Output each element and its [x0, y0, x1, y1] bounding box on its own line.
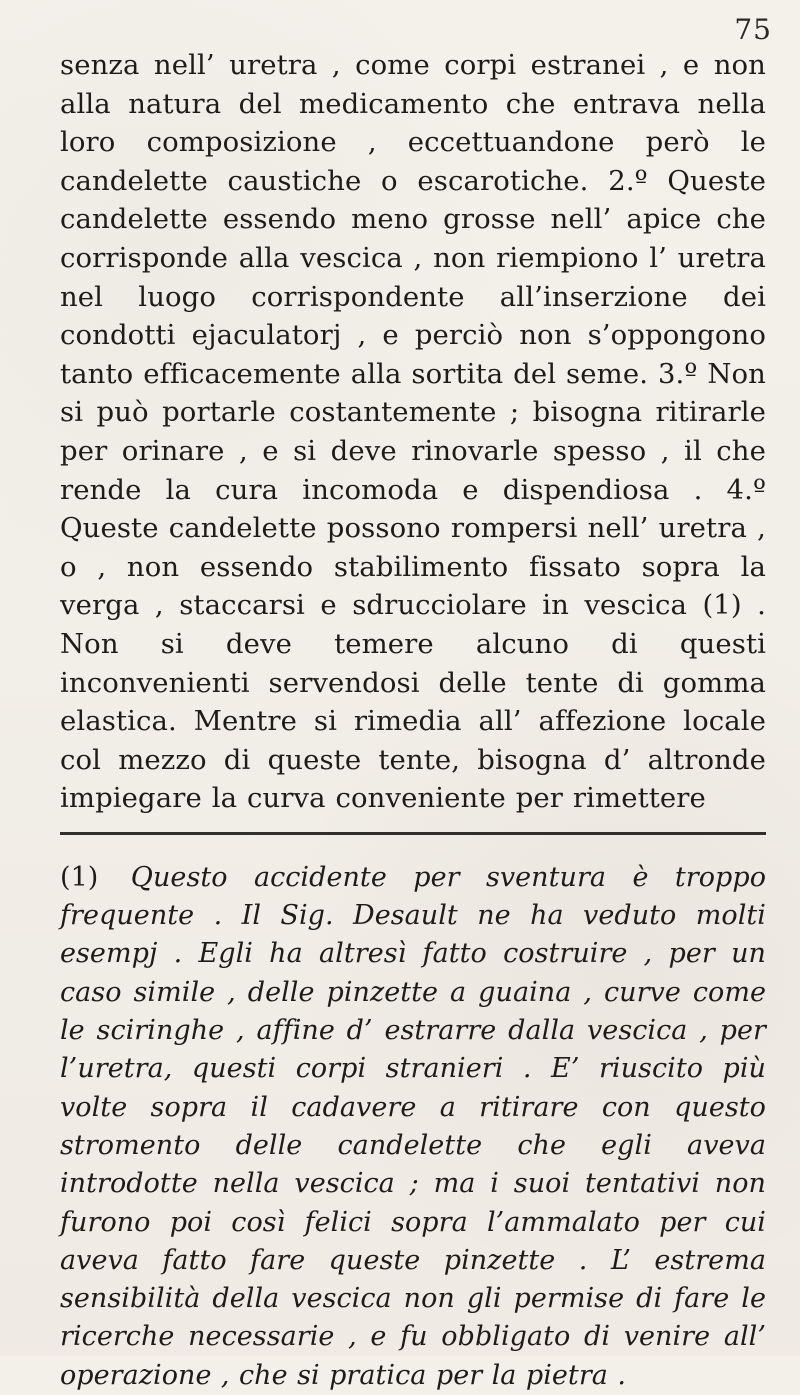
footnote-separator [60, 832, 766, 835]
footnote-text: Questo accidente per sventura è troppo frequente . Il Sig. Desault ne ha veduto molti esempj . Egli ha altresì fatto costruire , per un caso simile , delle pinzette a guaina , curve come le sciringhe , affine d’ estrarre dalla vescica , per l’uretra, questi corpi stranieri . E’ riuscito più volte sopra il cadavere a ritirare con questo stromento delle candelette che egli aveva introdotte nella vescica ; ma i suoi tentativi non furono poi così felici sopra l’ammalato per cui aveva fatto fare queste pinzette . L’ estrema sensibilità della vescica non gli permise di fare le ricerche necessarie , e fu obbligato di venire all’ operazione , che si pratica per la pietra . [60, 861, 766, 1391]
main-paragraph: senza nell’ uretra , come corpi estranei , e non alla natura del medicamento che entrava nella loro composizione , eccettuandone però le candelette caustiche o escarotiche. 2.º Queste candelette essendo meno grosse nell’ apice che corrisponde alla vescica , non riempiono l’ uretra nel luogo corrispondente all’inserzione dei condotti ejaculatorj , e perciò non s’oppongono tanto efficacemente alla sortita del seme. 3.º Non si può portarle costantemente ; bisogna ritirarle per orinare , e si deve rinovarle spesso , il che rende la cura incomoda e dispendiosa . 4.º Queste candelette possono rompersi nell’ uretra , o , non essendo stabilimento fissato sopra la verga , staccarsi e sdrucciolare in vescica (1) . Non si deve temere alcuno di questi inconvenienti servendosi delle tente di gomma elastica. Mentre si rimedia all’ affezione locale col mezzo di queste tente, bisogna d’ altronde impiegare la curva conveniente per rimettere [60, 49, 766, 815]
main-text-block [60, 46, 766, 818]
footnote-block [60, 859, 766, 1395]
page-number: 75 [734, 13, 772, 46]
footnote-marker: (1) [60, 861, 99, 893]
